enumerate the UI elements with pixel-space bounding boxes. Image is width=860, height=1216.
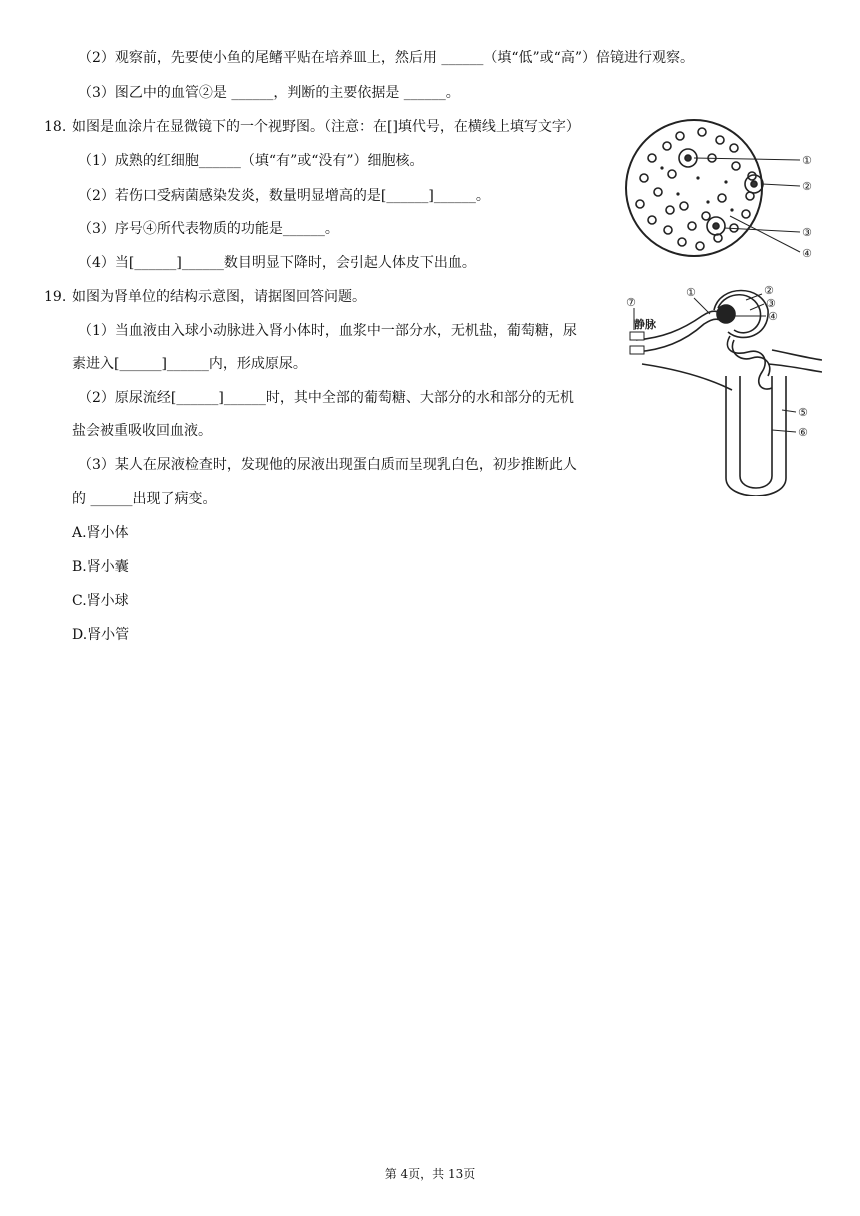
nephron-label-6: ⑥ (798, 426, 808, 439)
q18-part1: （1）成熟的红细胞______（填“有”或“没有”）细胞核。 (78, 153, 424, 169)
vein-label: 静脉 (634, 318, 656, 331)
nephron-label-7: ⑦ (626, 296, 636, 309)
blood-label-3: ③ (802, 226, 812, 239)
q18-number: 18. (44, 119, 67, 135)
blood-label-1: ① (802, 154, 812, 167)
q19-part3-line1: （3）某人在尿液检查时，发现他的尿液出现蛋白质而呈现乳白色，初步推断此人 (78, 457, 577, 473)
blood-label-4: ④ (802, 247, 812, 260)
q19-part2-line2: 盐会被重吸收回血液。 (72, 423, 212, 439)
q17-part3: （3）图乙中的血管②是 ______，判断的主要依据是 ______。 (78, 85, 460, 101)
q19-number: 19. (44, 289, 67, 305)
q19-stem: 如图为肾单位的结构示意图，请据图回答问题。 (72, 289, 366, 305)
q19-part3-line2: 的 ______出现了病变。 (72, 491, 217, 507)
blood-label-2: ② (802, 180, 812, 193)
q19-part1-line1: （1）当血液由入球小动脉进入肾小体时，血浆中一部分水，无机盐，葡萄糖，尿 (78, 323, 577, 339)
q19-part1-line2: 素进入[______]______内，形成原尿。 (72, 356, 307, 372)
nephron-label-2: ② (764, 284, 774, 297)
nephron-label-1: ① (686, 286, 696, 299)
nephron-label-3: ③ (766, 297, 776, 310)
q19-option-b: B.肾小囊 (72, 559, 129, 575)
q19-option-a: A.肾小体 (72, 525, 129, 541)
q19-option-c: C.肾小球 (72, 593, 129, 609)
page-footer: 第 4页，共 13页 (384, 1167, 476, 1181)
q19-part2-line1: （2）原尿流经[______]______时，其中全部的葡萄糖、大部分的水和部分的无机 (78, 390, 574, 406)
nephron-label-5: ⑤ (798, 406, 808, 419)
q19-option-d: D.肾小管 (72, 627, 130, 643)
blood-smear-figure (622, 118, 822, 264)
q17-part2: （2）观察前，先要使小鱼的尾鳍平贴在培养皿上，然后用 ______（填“低”或“高”）倍镜进行观察。 (78, 50, 694, 66)
nephron-figure (622, 280, 822, 496)
q18-part2: （2）若伤口受病菌感染发炎，数量明显增高的是[______]______。 (78, 188, 490, 204)
nephron-label-4: ④ (768, 310, 778, 323)
q18-part3: （3）序号④所代表物质的功能是______。 (78, 221, 339, 237)
q18-part4: （4）当[______]______数目明显下降时，会引起人体皮下出血。 (78, 255, 476, 271)
q18-stem: 如图是血涂片在显微镜下的一个视野图。（注意：在[]填代号，在横线上填写文字） (72, 119, 580, 135)
